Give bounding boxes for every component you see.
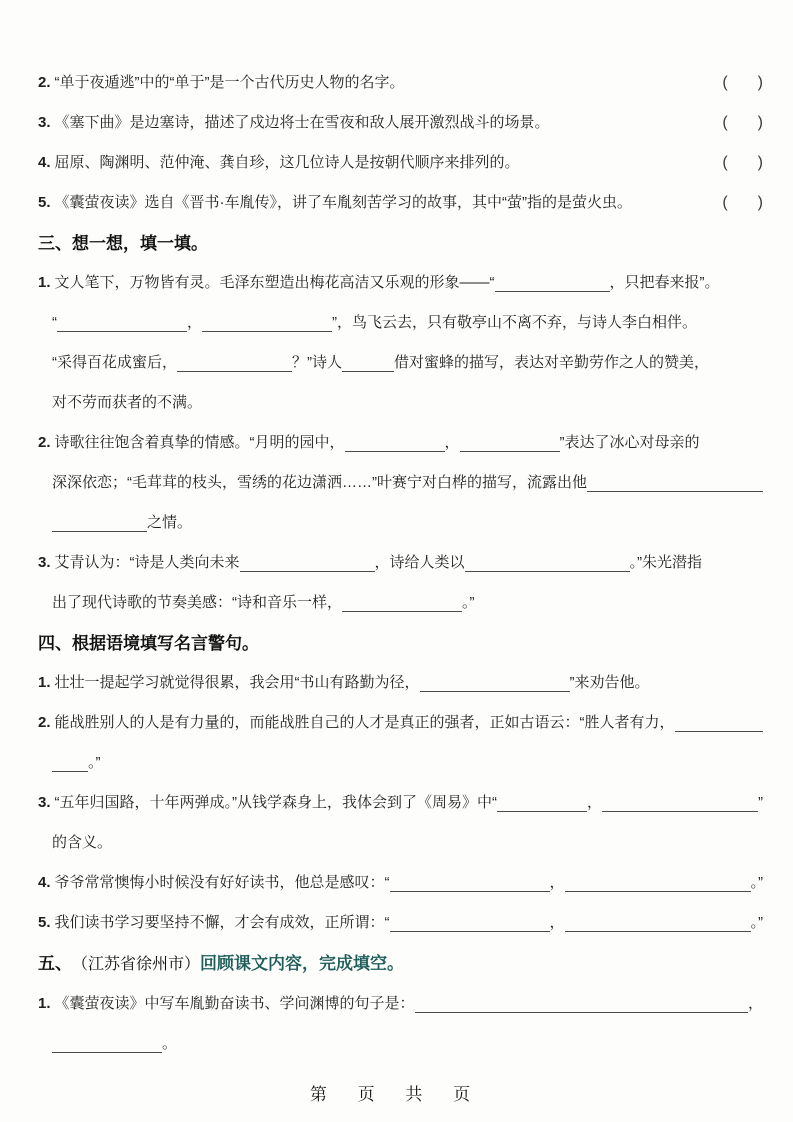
text-segment: “单于夜遁逃”中的“单于”是一个古代历史人物的名字。: [54, 74, 405, 91]
section-header: [38, 954, 763, 975]
section-header: [38, 234, 763, 254]
item-number: 1.: [38, 274, 51, 291]
question-line: [38, 874, 763, 892]
text-segment: 。”: [462, 594, 475, 611]
text-segment: 《囊萤夜读》选自《晋书·车胤传》，讲了车胤刻苦学习的故事，其中“萤”指的是萤火虫。: [54, 194, 633, 211]
question-line: [38, 914, 763, 932]
text-segment: 深深依恋；“毛茸茸的枝头，雪绣的花边潇洒……”叶赛宁对白桦的描写，流露出他: [52, 474, 587, 491]
text-segment: ，: [444, 434, 460, 451]
text-segment: 诗歌往往饱含着真挚的情感。“月明的园中，: [54, 434, 345, 451]
item-number: 1.: [38, 674, 51, 691]
text-segment: ，: [587, 794, 603, 811]
text-segment: 。: [162, 1035, 178, 1052]
text-segment: ”，鸟飞云去，只有敬亭山不离不弃，与诗人李白相伴。: [332, 314, 698, 331]
true-false-item: [38, 154, 763, 172]
item-number: 2.: [38, 434, 51, 451]
text-segment: 之情。: [147, 514, 193, 531]
text-segment: 五、: [38, 954, 72, 973]
answer-blank: [675, 716, 763, 732]
continuation-line: [38, 1035, 763, 1053]
text-segment: ，: [747, 995, 763, 1012]
item-number: 3.: [38, 554, 51, 571]
true-false-item: [38, 114, 763, 132]
continuation-line: [38, 594, 763, 612]
document-body: [38, 74, 763, 1075]
answer-blank: [602, 796, 758, 812]
answer-blank: [177, 356, 292, 372]
text-segment: 我们读书学习要坚持不懈，才会有成效，正所谓：“: [54, 914, 390, 931]
answer-blank: [57, 316, 187, 332]
answer-brackets: ( ): [722, 194, 763, 211]
true-false-item: [38, 74, 763, 92]
text-segment: “采得百花成蜜后，: [52, 354, 177, 371]
text-segment: “: [52, 314, 57, 331]
answer-blank: [390, 876, 550, 892]
text-segment: ，只把春来报”。: [609, 274, 720, 291]
text-segment: 回顾课文内容，完成填空。: [200, 954, 405, 973]
text-segment: 的含义。: [52, 834, 113, 851]
continuation-line: [38, 354, 763, 372]
continuation-line: [38, 514, 763, 532]
text-segment: 。”: [88, 754, 101, 771]
question-line: [38, 434, 763, 452]
answer-blank: [345, 436, 445, 452]
text-segment: 《囊萤夜读》中写车胤勤奋读书、学问渊博的句子是：: [54, 995, 415, 1012]
text-segment: ”来劝告他。: [569, 674, 650, 691]
text-segment: ，诗给人类以: [374, 554, 465, 571]
question-line: [38, 794, 763, 812]
answer-blank: [52, 1037, 162, 1053]
item-number: 1.: [38, 995, 51, 1012]
item-number: 2.: [38, 74, 51, 91]
text-segment: ？”诗人: [292, 354, 342, 371]
item-number: 3.: [38, 794, 51, 811]
answer-blank: [202, 316, 332, 332]
continuation-line: [38, 834, 763, 852]
text-segment: “五年归国路，十年两弹成。”从钱学森身上，我体会到了《周易》中“: [54, 794, 498, 811]
answer-blank: [465, 556, 630, 572]
text-segment: ，: [187, 314, 203, 331]
text-segment: 文人笔下，万物皆有灵。毛泽东塑造出梅花高洁又乐观的形象——“: [54, 274, 495, 291]
text-segment: 《塞下曲》是边塞诗，描述了戍边将士在雪夜和敌人展开激烈战斗的场景。: [54, 114, 550, 131]
answer-blank: [342, 596, 462, 612]
text-segment: ，: [549, 914, 565, 931]
text-segment: 艾青认为：“诗是人类向未来: [54, 554, 240, 571]
answer-blank: [390, 916, 550, 932]
text-segment: 三、想一想，填一填。: [38, 234, 208, 253]
text-segment: （江苏省徐州市）: [72, 956, 201, 973]
item-number: 2.: [38, 714, 51, 731]
answer-blank: [52, 756, 88, 772]
section-header: [38, 634, 763, 654]
answer-blank: [460, 436, 560, 452]
item-number: 4.: [38, 154, 51, 171]
answer-blank: [497, 796, 587, 812]
continuation-line: [38, 474, 763, 492]
answer-blank: [52, 516, 147, 532]
answer-blank: [587, 476, 763, 492]
text-segment: 对不劳而获者的不满。: [52, 394, 203, 411]
item-number: 5.: [38, 194, 51, 211]
answer-brackets: ( ): [722, 154, 763, 171]
answer-brackets: ( ): [722, 74, 763, 91]
question-line: [38, 274, 763, 292]
question-line: [38, 995, 763, 1013]
text-segment: 。”: [750, 874, 763, 891]
text-segment: ”: [758, 794, 763, 811]
text-segment: 壮壮一提起学习就觉得很累，我会用“书山有路勤为径，: [54, 674, 420, 691]
continuation-line: [38, 394, 763, 412]
answer-blank: [415, 997, 748, 1013]
text-segment: 爷爷常常懊悔小时候没有好好读书，他总是感叹：“: [54, 874, 390, 891]
answer-blank: [240, 556, 375, 572]
text-segment: 屈原、陶渊明、范仲淹、龚自珍，这几位诗人是按朝代顺序来排列的。: [54, 154, 520, 171]
item-number: 3.: [38, 114, 51, 131]
answer-brackets: ( ): [722, 114, 763, 131]
answer-blank: [565, 876, 751, 892]
item-number: 4.: [38, 874, 51, 891]
question-line: [38, 714, 763, 732]
question-line: [38, 554, 763, 572]
continuation-line: [38, 314, 763, 332]
item-number: 5.: [38, 914, 51, 931]
answer-blank: [342, 356, 394, 372]
text-segment: ，: [549, 874, 565, 891]
page-footer: 第 页 共 页: [309, 1085, 484, 1104]
text-segment: 。”: [750, 914, 763, 931]
text-segment: 出了现代诗歌的节奏美感：“诗和音乐一样，: [52, 594, 342, 611]
text-segment: 。”朱光潜指: [629, 554, 703, 571]
answer-blank: [420, 676, 570, 692]
continuation-line: [38, 754, 763, 772]
text-segment: 借对蜜蜂的描写，表达对辛勤劳作之人的赞美，: [394, 354, 710, 371]
text-segment: 四、根据语境填写名言警句。: [38, 634, 259, 653]
true-false-item: [38, 194, 763, 212]
text-segment: 能战胜别人的人是有力量的，而能战胜自己的人才是真正的强者，正如古语云：“胜人者有力，: [54, 714, 675, 731]
answer-blank: [495, 276, 610, 292]
answer-blank: [565, 916, 751, 932]
text-segment: ”表达了冰心对母亲的: [559, 434, 700, 451]
question-line: [38, 674, 763, 692]
